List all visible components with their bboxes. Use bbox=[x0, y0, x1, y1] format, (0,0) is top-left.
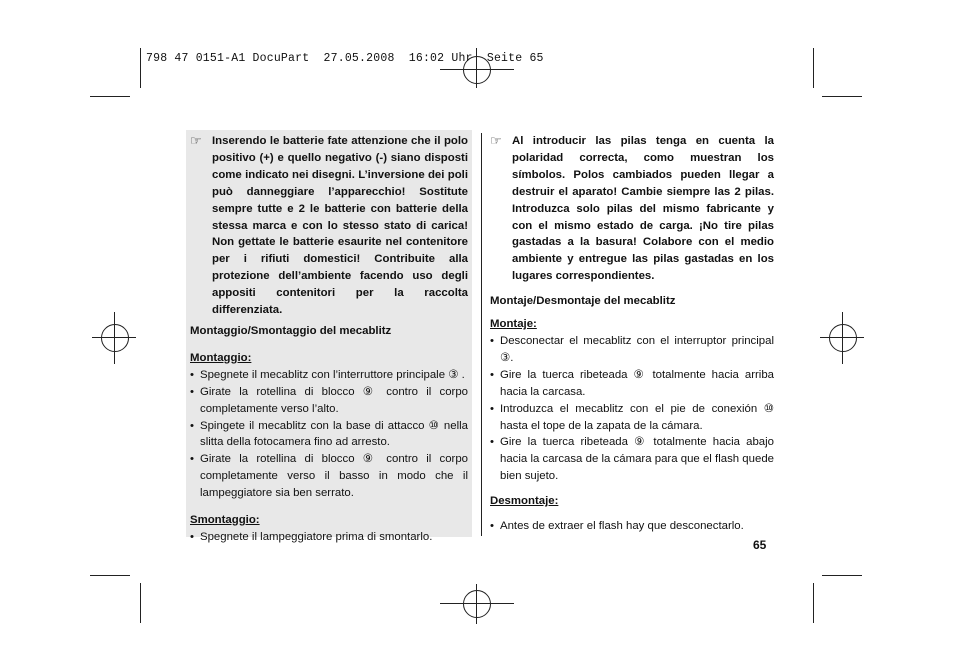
registration-mark-top-h bbox=[440, 69, 514, 70]
italian-mount-title: Montaggio: bbox=[190, 351, 252, 364]
italian-mount-step: • Spegnete il mecablitz con l’interruttore principale ③ . bbox=[190, 367, 468, 384]
crop-mark-bottom-right-v bbox=[813, 583, 814, 623]
print-header: 798 47 0151-A1 DocuPart 27.05.2008 16:02 Uhr Seite 65 bbox=[146, 52, 544, 65]
registration-mark-left-v bbox=[114, 312, 115, 364]
registration-mark-bottom bbox=[463, 590, 491, 618]
spanish-dismount-step: • Antes de extraer el flash hay que desconectarlo. bbox=[490, 518, 774, 535]
registration-mark-left bbox=[101, 324, 129, 352]
crop-mark-top-right-v bbox=[813, 48, 814, 88]
italian-column bbox=[186, 130, 472, 543]
italian-section-title: Montaggio/Smontaggio del mecablitz bbox=[190, 324, 392, 337]
spanish-mount-step: • Desconectar el mecablitz con el interruptor principal ③. bbox=[490, 333, 774, 367]
crop-mark-bottom-right-h bbox=[822, 575, 862, 576]
spanish-dismount-title: Desmontaje: bbox=[490, 495, 559, 508]
spanish-battery-note bbox=[490, 133, 774, 285]
italian-mount-step: • Spingete il mecablitz con la base di attacco ⑩ nella slitta della fotocamera fino ad arresto. bbox=[190, 418, 468, 452]
crop-mark-top-left-v bbox=[140, 48, 141, 88]
italian-mount-step: • Girate la rotellina di blocco ⑨ contro il corpo completamente verso l’alto. bbox=[190, 384, 468, 418]
spanish-mount-step: • Introduzca el mecablitz con el pie de conexión ⑩ hasta el tope de la zapata de la cámara. bbox=[490, 401, 774, 435]
column-divider bbox=[481, 133, 482, 536]
spanish-mount-step: • Gire la tuerca ribeteada ⑨ totalmente hacia arriba hacia la carcasa. bbox=[490, 367, 774, 401]
crop-mark-bottom-left-v bbox=[140, 583, 141, 623]
crop-mark-bottom-left-h bbox=[90, 575, 130, 576]
spanish-mount-title: Montaje: bbox=[490, 318, 537, 331]
spanish-column bbox=[490, 133, 774, 535]
pointing-hand-icon: ☞ bbox=[190, 133, 202, 148]
spanish-note-text: Al introducir las pilas tenga en cuenta la polaridad correcta, como muestran los símbolos. Polos cambiados pueden llegar a destruir el aparato! Cambie siempre las 2 pilas. Introduzca solo pilas del mismo fabricante y con el mismo estado de carga. ¡No tire pilas gastadas a la basura! Colabore con el medio ambiente y entregue las pilas gastadas en los lugares correspondientes. bbox=[512, 135, 774, 283]
italian-battery-note bbox=[190, 133, 468, 319]
spanish-mount-step: • Gire la tuerca ribeteada ⑨ totalmente hacia abajo hacia la carcasa de la cámara para que el flash quede bien sujeto. bbox=[490, 434, 774, 485]
registration-mark-bottom-v bbox=[476, 584, 477, 624]
crop-mark-top-right-h bbox=[822, 96, 862, 97]
italian-dismount-title: Smontaggio: bbox=[190, 514, 260, 527]
italian-dismount-step: • Spegnete il lampeggiatore prima di smontarlo. bbox=[190, 529, 468, 546]
crop-mark-top-left-h bbox=[90, 96, 130, 97]
registration-mark-right-v bbox=[842, 312, 843, 364]
pointing-hand-icon: ☞ bbox=[490, 133, 502, 148]
registration-mark-right bbox=[829, 324, 857, 352]
page-number: 65 bbox=[753, 538, 767, 552]
italian-mount-step: • Girate la rotellina di blocco ⑨ contro il corpo completamente verso il basso in modo che il lampeggiatore sia ben serrato. bbox=[190, 451, 468, 502]
registration-mark-bottom-h bbox=[440, 603, 514, 604]
italian-note-text: Inserendo le batterie fate attenzione che il polo positivo (+) e quello negativo (-) siano disposti come indicato nei disegni. L’inversione dei poli può danneggiare l’apparecchio! Sostitute sempre tutte e 2 le batterie con batterie della stessa marca e con lo stesso stato di carica! Non gettate le batterie esaurite nel contenitore per i rifiuti domestici! Contribuite alla protezione dell’ambiente facendo uso degli appositi contenitori per la raccolta differenziata. bbox=[212, 135, 468, 317]
spanish-section-title: Montaje/Desmontaje del mecablitz bbox=[490, 295, 676, 308]
